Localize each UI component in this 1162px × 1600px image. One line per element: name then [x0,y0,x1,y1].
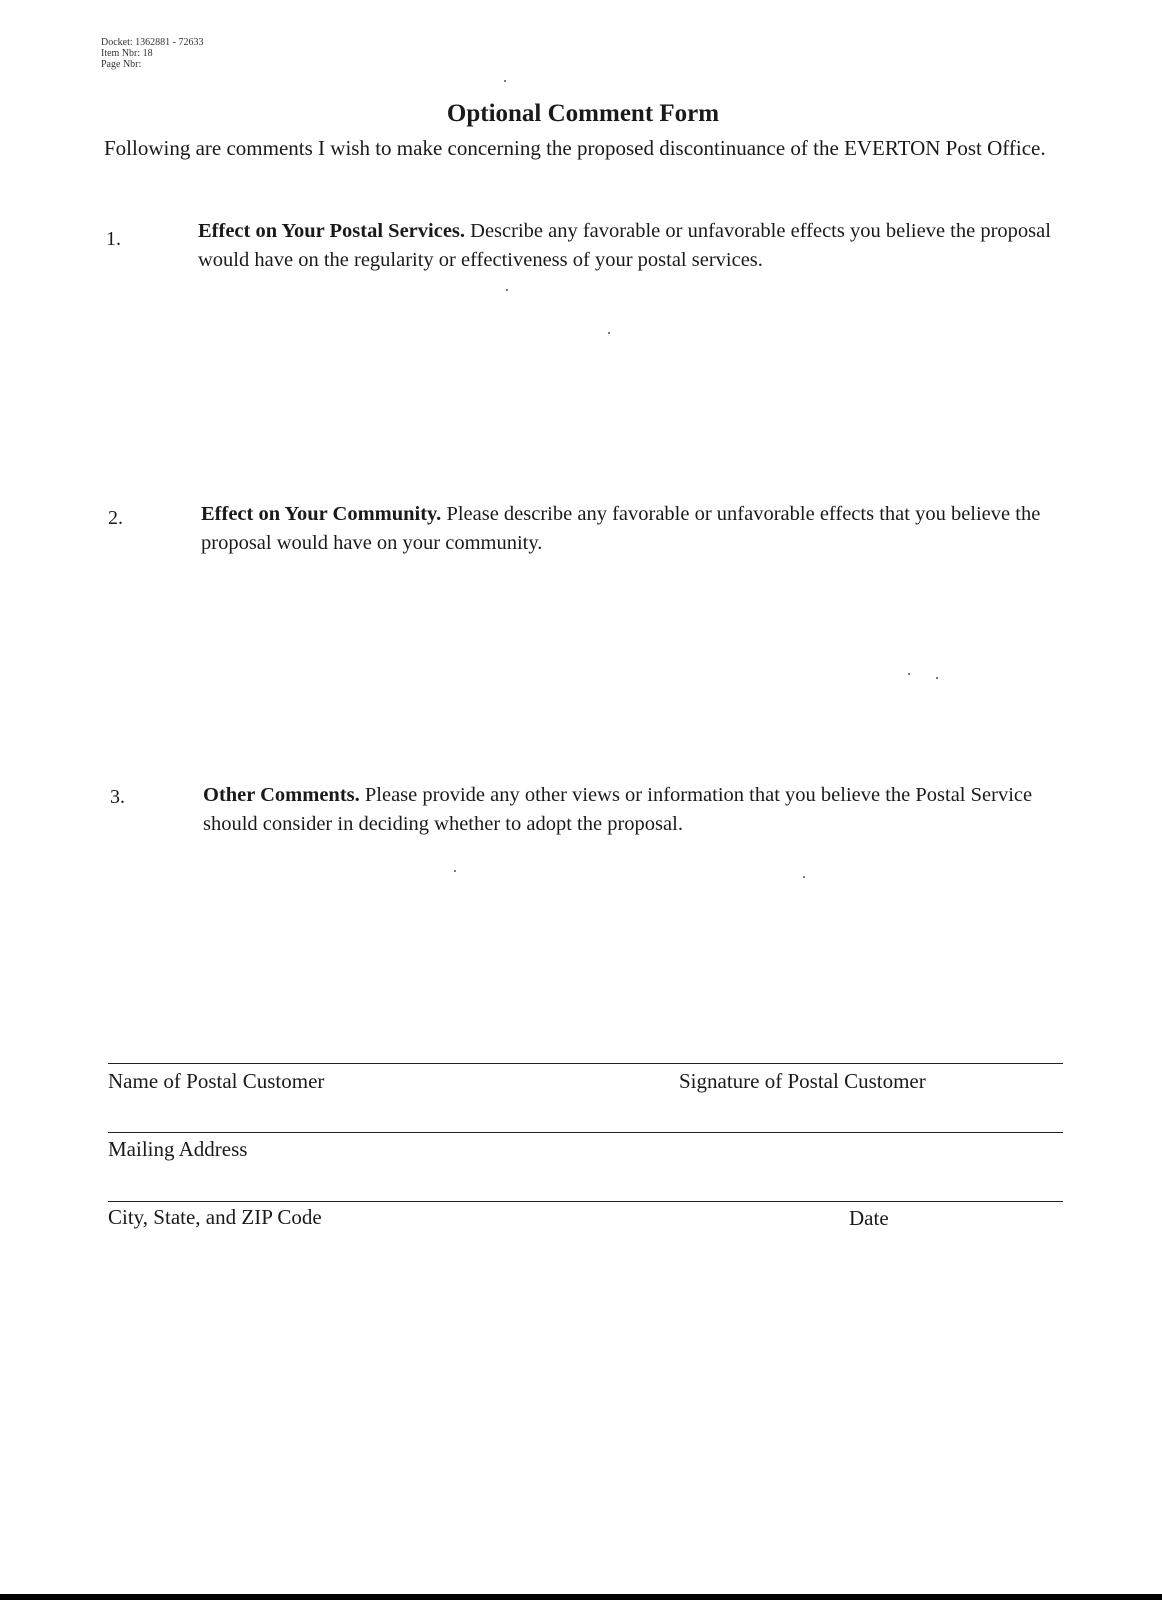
scan-bottom-edge [0,1594,1162,1600]
mailing-address-label: Mailing Address [108,1137,248,1161]
mailing-address-rule [108,1132,1063,1133]
item-2-body: Please describe any favorable or unfavorable effects that you believe the proposal would have on your community. [201,503,1041,554]
item-1-number: 1. [106,228,121,250]
scan-speck [803,876,805,878]
item-3-text [203,781,1063,839]
form-intro: Following are comments I wish to make concerning the proposed discontinuance of the EVERTON Post Office. [104,136,1046,160]
form-title: Optional Comment Form [446,100,720,127]
item-1-text [198,217,1058,275]
customer-name-field[interactable] [108,1030,558,1063]
scan-speck [908,673,910,675]
item-1-heading: Effect on Your Postal Services. [198,220,466,242]
scan-speck [504,80,506,82]
item-1-body: Describe any favorable or unfavorable effects you believe the proposal would have on the regularity or effectiveness of your postal services. [198,220,1051,271]
customer-name-label: Name of Postal Customer [108,1069,325,1093]
page-number: Page Nbr: [101,59,142,70]
mailing-address-field[interactable] [108,1099,1063,1132]
date-label: Date [849,1206,889,1230]
item-3-number: 3. [110,786,125,808]
item-number: Item Nbr: 18 [101,48,153,59]
scan-speck [506,289,508,291]
item-2-text [201,500,1061,558]
item-3-body: Please provide any other views or information that you believe the Postal Service should consider in deciding whether to adopt the proposal. [203,784,1033,835]
item-2-heading: Effect on Your Community. [201,503,442,525]
item-3-heading: Other Comments. [203,784,360,806]
item-2-number: 2. [108,507,123,529]
item-3-response-area[interactable] [203,840,1063,1040]
name-signature-rule [108,1063,1063,1064]
docket-header [101,37,204,70]
scan-speck [936,677,938,679]
city-state-zip-label: City, State, and ZIP Code [108,1205,322,1229]
scan-speck [608,332,610,334]
item-2-response-area[interactable] [201,560,1061,760]
item-1-response-area[interactable] [198,280,1058,480]
scan-speck [454,870,456,872]
city-date-rule [108,1201,1063,1202]
customer-signature-field[interactable] [679,1030,1063,1063]
date-field[interactable] [820,1168,1063,1201]
customer-signature-label: Signature of Postal Customer [679,1069,926,1093]
docket-number: Docket: 1362881 - 72633 [101,37,204,48]
city-state-zip-field[interactable] [108,1168,808,1201]
